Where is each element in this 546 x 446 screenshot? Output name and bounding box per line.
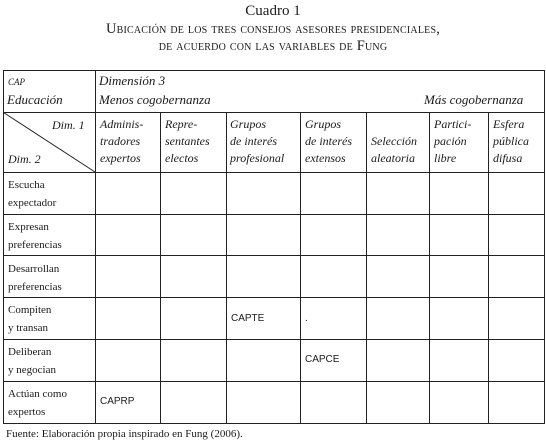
column-header: Selección aleatoria <box>371 134 417 165</box>
table-subtitle-line1: Ubicación de los tres consejos asesores presidenciales, <box>105 21 441 37</box>
rule <box>3 214 545 215</box>
cell-capte: CAPTE <box>231 313 265 324</box>
row-label: Deliberan y negocian <box>8 346 56 376</box>
rule <box>3 297 545 298</box>
rule <box>429 112 430 423</box>
dimension3-label: Dimensión 3 <box>99 73 166 88</box>
row-label: Escucha expectador <box>8 179 57 209</box>
corner-education-label: Educación <box>7 92 63 107</box>
column-header: Adminis- tradores expertos <box>100 117 144 165</box>
rule <box>488 112 489 423</box>
cell-capce: CAPCE <box>305 354 340 365</box>
rule <box>300 112 301 423</box>
more-cogovernance-label: Más cogobernanza <box>424 92 524 107</box>
row-label: Compiten y transan <box>8 304 52 334</box>
dim2-label: Dim. 2 <box>8 152 41 166</box>
column-header: Grupos de interés profesional <box>230 117 285 165</box>
rule <box>3 423 545 424</box>
corner-cap-label: CAP <box>8 77 25 87</box>
cell-caprp: CAPRP <box>100 396 135 407</box>
column-header: Grupos de interés extensos <box>305 117 352 165</box>
rule <box>366 112 367 423</box>
source-note: Fuente: Elaboración propia inspirado en Fung (2006). <box>6 428 243 440</box>
column-header: Esfera pública difusa <box>493 117 529 165</box>
less-cogovernance-label: Menos cogobernanza <box>99 92 211 107</box>
row-label: Actúan como expertos <box>8 388 67 418</box>
dim1-label: Dim. 1 <box>52 118 85 132</box>
rule <box>160 112 161 423</box>
rule <box>544 70 545 423</box>
rule <box>3 70 545 71</box>
rule <box>3 339 545 340</box>
table-subtitle-line2: de acuerdo con las variables de Fung <box>158 38 388 54</box>
cell-dot: . <box>305 313 308 324</box>
table-title: Cuadro 1 <box>245 3 301 19</box>
column-header: Partici- pación libre <box>434 117 472 165</box>
rule <box>3 255 545 256</box>
row-label: Desarrollan preferencias <box>8 263 62 293</box>
row-label: Expresan preferencias <box>8 221 62 251</box>
rule <box>226 112 227 423</box>
rule <box>3 381 545 382</box>
column-header: Repre- sentantes electos <box>165 117 210 165</box>
